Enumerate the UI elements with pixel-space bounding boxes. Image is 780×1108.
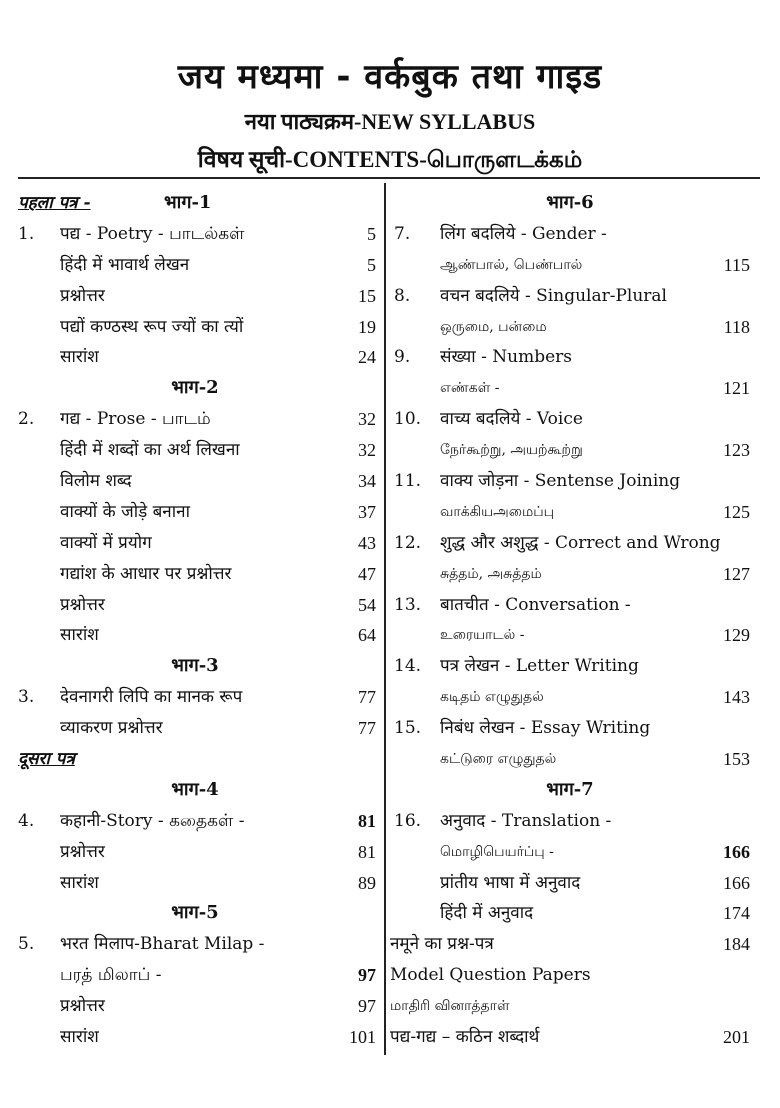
page-number: 81	[358, 841, 376, 862]
contents-entry[interactable]	[14, 590, 376, 621]
entry-number: 9.	[394, 347, 411, 368]
entry-title: गद्यांश के आधार पर प्रश्नोत्तर	[60, 563, 232, 584]
entry-title: Model Question Papers	[390, 965, 591, 986]
contents-entry[interactable]	[390, 435, 750, 466]
page-number: 34	[358, 471, 376, 492]
entry-title: पद्य-गद्य – कठिन शब्दार्थ	[390, 1027, 540, 1048]
contents-entry[interactable]	[14, 342, 376, 373]
contents-entry[interactable]	[14, 713, 376, 744]
entry-title: கட்டுரை எழுதுதல்	[440, 751, 557, 768]
page-number: 166	[723, 841, 750, 862]
contents-entry[interactable]	[14, 281, 376, 312]
part-label: भाग-2	[171, 377, 219, 399]
page-number: 32	[358, 440, 376, 461]
part-label: भाग-3	[171, 655, 219, 677]
entry-title: நேர்கூற்று, அயற்கூற்று	[440, 442, 583, 459]
page-number: 118	[723, 316, 750, 337]
entry-title: कहानी-Story - கதைகள் -	[60, 810, 245, 831]
entry-title: सारांश	[60, 347, 99, 368]
contents-left-column	[14, 188, 376, 1053]
entry-number: 11.	[394, 471, 422, 492]
contents-entry[interactable]	[14, 219, 376, 250]
page-number: 37	[358, 501, 376, 522]
contents-entry[interactable]	[390, 868, 750, 899]
page-number: 101	[349, 1027, 376, 1048]
page-number: 89	[358, 872, 376, 893]
page-number: 127	[723, 563, 750, 584]
entry-title: हिंदी में अनुवाद	[440, 903, 534, 924]
entry-title: बातचीत - Conversation -	[440, 594, 631, 615]
entry-number: 4.	[18, 810, 35, 831]
contents-entry[interactable]	[390, 991, 750, 1022]
entry-title: विलोम शब्द	[60, 471, 132, 492]
contents-entry[interactable]	[14, 528, 376, 559]
contents-entry[interactable]	[390, 528, 750, 559]
entry-title: பரத் மிலாப் -	[60, 965, 162, 986]
entry-number: 7.	[394, 223, 411, 244]
page-number: 125	[723, 501, 750, 522]
entry-number: 13.	[394, 594, 422, 615]
horizontal-divider	[18, 177, 760, 179]
contents-entry[interactable]	[390, 497, 750, 528]
contents-entry[interactable]	[390, 250, 750, 281]
page-number: 77	[358, 718, 376, 739]
entry-number: 15.	[394, 718, 422, 739]
contents-right-column	[390, 188, 750, 1053]
page-number: 123	[723, 440, 750, 461]
contents-entry[interactable]	[14, 250, 376, 281]
entry-number: 10.	[394, 409, 422, 430]
entry-title: உரையாடல் -	[440, 627, 525, 644]
part-label: भाग-5	[171, 902, 219, 924]
entry-number: 1.	[18, 223, 35, 244]
contents-entry[interactable]	[14, 620, 376, 651]
contents-entry[interactable]	[14, 559, 376, 590]
page-number: 24	[358, 347, 376, 368]
entry-number: 16.	[394, 810, 422, 831]
page-number: 184	[723, 934, 750, 955]
entry-number: 12.	[394, 532, 422, 553]
contents-entry[interactable]	[390, 559, 750, 590]
paper-heading	[14, 188, 376, 219]
page-number: 19	[358, 316, 376, 337]
syllabus-subtitle: नया पाठ्यक्रम-NEW SYLLABUS	[244, 109, 536, 134]
part-label: भाग-7	[546, 778, 594, 800]
contents-entry[interactable]	[390, 744, 750, 775]
part-label: भाग-1	[164, 192, 212, 213]
entry-title: கடிதம் எழுதுதல்	[440, 689, 544, 706]
entry-number: 8.	[394, 285, 411, 306]
entry-title: वाक्य जोड़ना - Sentense Joining	[440, 471, 681, 492]
entry-title: हिंदी में भावार्थ लेखन	[60, 254, 190, 275]
page-number: 166	[723, 872, 750, 893]
contents-entry[interactable]	[14, 837, 376, 868]
page-number: 5	[367, 223, 376, 244]
contents-entry[interactable]	[390, 404, 750, 435]
part-label: भाग-6	[546, 192, 594, 213]
page-number: 121	[723, 378, 750, 399]
contents-entry[interactable]	[390, 837, 750, 868]
contents-entry[interactable]	[14, 991, 376, 1022]
entry-title: वाच्य बदलिये - Voice	[440, 409, 583, 430]
entry-title: ஒருமை, பன்மை	[440, 318, 547, 335]
entry-title: சுத்தம், அசுத்தம்	[440, 565, 542, 582]
contents-entry[interactable]	[14, 868, 376, 899]
entry-title: पत्र लेखन - Letter Writing	[440, 656, 639, 677]
contents-entry[interactable]	[14, 929, 376, 960]
page-number: 5	[367, 254, 376, 275]
entry-title: हिंदी में शब्दों का अर्थ लिखना	[60, 440, 240, 461]
entry-title: वाक्यों में प्रयोग	[60, 532, 152, 553]
entry-title: वचन बदलिये - Singular-Plural	[440, 285, 667, 306]
contents-heading: विषय सूची-CONTENTS-பொருளடக்கம்	[197, 147, 583, 172]
page-number: 97	[358, 965, 376, 986]
entry-title: नमूने का प्रश्न-पत्र	[390, 934, 494, 955]
book-title: जय मध्यमा - वर्कबुक तथा गाइड	[177, 57, 603, 97]
entry-title: गद्य - Prose - பாடம்	[60, 409, 211, 430]
contents-entry[interactable]	[14, 497, 376, 528]
entry-number: 3.	[18, 687, 35, 708]
contents-entry[interactable]	[14, 312, 376, 343]
entry-title: प्रश्नोत्तर	[60, 841, 105, 862]
part-label: भाग-4	[171, 778, 219, 800]
contents-entry[interactable]	[390, 281, 750, 312]
part-heading	[14, 373, 376, 404]
page-number: 174	[723, 903, 750, 924]
page-number: 153	[723, 749, 750, 770]
entry-title: पद्यों कण्ठस्थ रूप ज्यों का त्यों	[60, 316, 244, 337]
entry-title: எண்கள் -	[440, 380, 500, 397]
entry-title: भरत मिलाप-Bharat Milap -	[60, 934, 265, 955]
entry-title: सारांश	[60, 872, 99, 893]
entry-title: व्याकरण प्रश्नोत्तर	[60, 718, 163, 739]
page-number: 15	[358, 285, 376, 306]
contents-entry[interactable]	[390, 898, 750, 929]
part-heading	[390, 188, 750, 219]
contents-entry[interactable]	[14, 682, 376, 713]
entry-number: 14.	[394, 656, 422, 677]
entry-title: वाक्यों के जोड़े बनाना	[60, 501, 190, 522]
page-number: 64	[358, 625, 376, 646]
page-number: 115	[723, 254, 750, 275]
entry-title: வாக்கியஅமைப்பு	[440, 503, 555, 520]
page-number: 77	[358, 687, 376, 708]
contents-entry[interactable]	[390, 651, 750, 682]
page-number: 32	[358, 409, 376, 430]
contents-entry[interactable]	[390, 312, 750, 343]
contents-entry[interactable]	[14, 435, 376, 466]
page-number: 54	[358, 594, 376, 615]
part-heading	[14, 651, 376, 682]
part-heading	[14, 775, 376, 806]
part-heading	[14, 898, 376, 929]
paper-heading	[14, 744, 376, 775]
contents-entry[interactable]	[390, 373, 750, 404]
contents-entry[interactable]	[390, 620, 750, 651]
page-number: 129	[723, 625, 750, 646]
contents-entry[interactable]	[14, 404, 376, 435]
entry-number: 5.	[18, 934, 35, 955]
contents-entry[interactable]	[390, 960, 750, 991]
page-number: 201	[723, 1027, 750, 1048]
entry-number: 2.	[18, 409, 35, 430]
contents-entry[interactable]	[390, 466, 750, 497]
entry-title: மாதிரி வினாத்தாள்	[390, 998, 510, 1015]
entry-title: सारांश	[60, 625, 99, 646]
column-divider	[384, 183, 386, 1055]
page-number: 47	[358, 563, 376, 584]
part-heading	[390, 775, 750, 806]
contents-entry[interactable]	[390, 682, 750, 713]
contents-entry[interactable]	[14, 806, 376, 837]
entry-title: प्रश्नोत्तर	[60, 285, 105, 306]
paper-title: दूसरा पत्र	[18, 749, 75, 770]
contents-entry[interactable]	[390, 1022, 750, 1053]
entry-title: पद्य - Poetry - பாடல்கள்	[60, 223, 245, 244]
entry-title: लिंग बदलिये - Gender -	[440, 223, 607, 244]
contents-entry[interactable]	[390, 713, 750, 744]
contents-entry[interactable]	[14, 960, 376, 991]
entry-title: संख्या - Numbers	[440, 347, 572, 368]
contents-entry[interactable]	[14, 1022, 376, 1053]
paper-title: पहला पत्र -	[18, 193, 91, 213]
entry-title: सारांश	[60, 1027, 99, 1048]
entry-title: अनुवाद - Translation -	[440, 810, 612, 831]
entry-title: शुद्ध और अशुद्ध - Correct and Wrong	[440, 532, 721, 553]
entry-title: देवनागरी लिपि का मानक रूप	[60, 687, 243, 708]
contents-entry[interactable]	[390, 590, 750, 621]
contents-entry[interactable]	[390, 219, 750, 250]
contents-entry[interactable]	[390, 806, 750, 837]
entry-title: प्रश्नोत्तर	[60, 594, 105, 615]
entry-title: ஆண்பால், பெண்பால்	[440, 256, 583, 273]
entry-title: மொழிபெயர்ப்பு -	[440, 843, 554, 860]
entry-title: प्रांतीय भाषा में अनुवाद	[440, 872, 581, 893]
page-number: 97	[358, 996, 376, 1017]
contents-entry[interactable]	[14, 466, 376, 497]
page-number: 81	[358, 810, 376, 831]
contents-entry[interactable]	[390, 929, 750, 960]
entry-title: प्रश्नोत्तर	[60, 996, 105, 1017]
page-number: 143	[723, 687, 750, 708]
page-number: 43	[358, 532, 376, 553]
contents-entry[interactable]	[390, 342, 750, 373]
entry-title: निबंध लेखन - Essay Writing	[440, 718, 651, 739]
